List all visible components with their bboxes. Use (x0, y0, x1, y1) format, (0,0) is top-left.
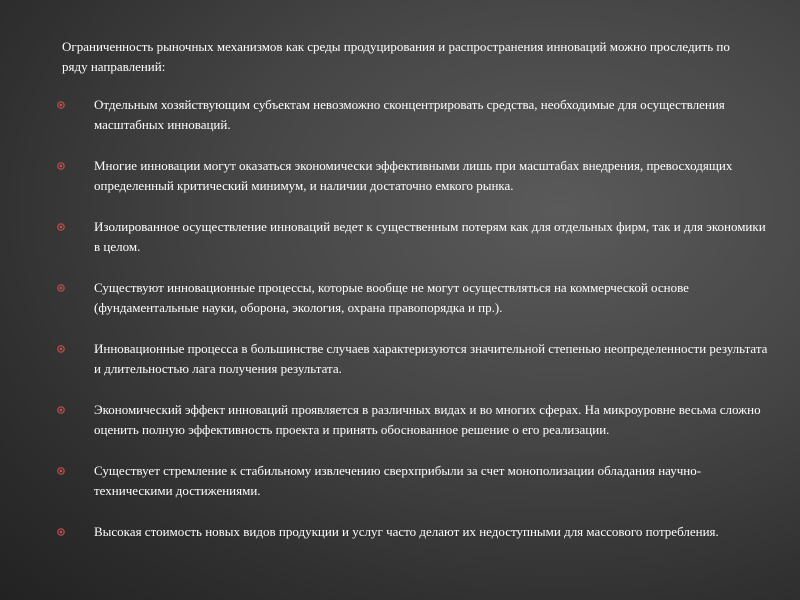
bullet-text: Экономический эффект инноваций проявляется в различных видах и во многих сферах. На микроуровне весьма сложно оценить полную эффективность проекта и принять обоснованное решение о его реализации. (94, 402, 761, 437)
circle-bullet-icon (57, 528, 65, 536)
bullet-text: Изолированное осуществление инноваций ведет к существенным потерям как для отдельных фирм, так и для экономики в целом. (94, 219, 766, 254)
intro-text: Ограниченность рыночных механизмов как среды продуцирования и распространения инноваций можно проследить по ряду направлений: (62, 39, 730, 74)
bullet-text: Инновационные процесса в большинстве случаев характеризуются значительной степенью неопределенности результата и длительностью лага получения результата. (94, 341, 768, 376)
bullet-text: Существуют инновационные процессы, которые вообще не могут осуществляться на коммерческой основе (фундаментальные науки, оборона, экология, охрана правопорядка и пр.). (94, 280, 689, 315)
circle-bullet-icon (57, 345, 65, 353)
circle-bullet-icon (57, 406, 65, 414)
bullet-item (0, 95, 774, 135)
bullet-item (0, 522, 774, 542)
bullet-text: Существует стремление к стабильному извлечению сверхприбыли за счет монополизации обладания научно-техническими достижениями. (94, 463, 702, 498)
bullet-list (0, 95, 800, 542)
bullet-item (0, 156, 774, 196)
bullet-item (0, 339, 774, 379)
circle-bullet-icon (57, 284, 65, 292)
bullet-item (0, 217, 774, 257)
bullet-item (0, 461, 774, 501)
bullet-item (0, 400, 774, 440)
bullet-text: Многие инновации могут оказаться экономически эффективными лишь при масштабах внедрения, превосходящих определенный критический минимум, и наличии достаточно емкого рынка. (94, 158, 733, 193)
bullet-item (0, 278, 774, 318)
circle-bullet-icon (57, 467, 65, 475)
circle-bullet-icon (57, 101, 65, 109)
circle-bullet-icon (57, 223, 65, 231)
bullet-text: Отдельным хозяйствующим субъектам невозможно сконцентрировать средства, необходимые для осуществления масштабных инноваций. (94, 97, 725, 132)
bullet-text: Высокая стоимость новых видов продукции и услуг часто делают их недоступными для массового потребления. (94, 524, 719, 539)
circle-bullet-icon (57, 162, 65, 170)
